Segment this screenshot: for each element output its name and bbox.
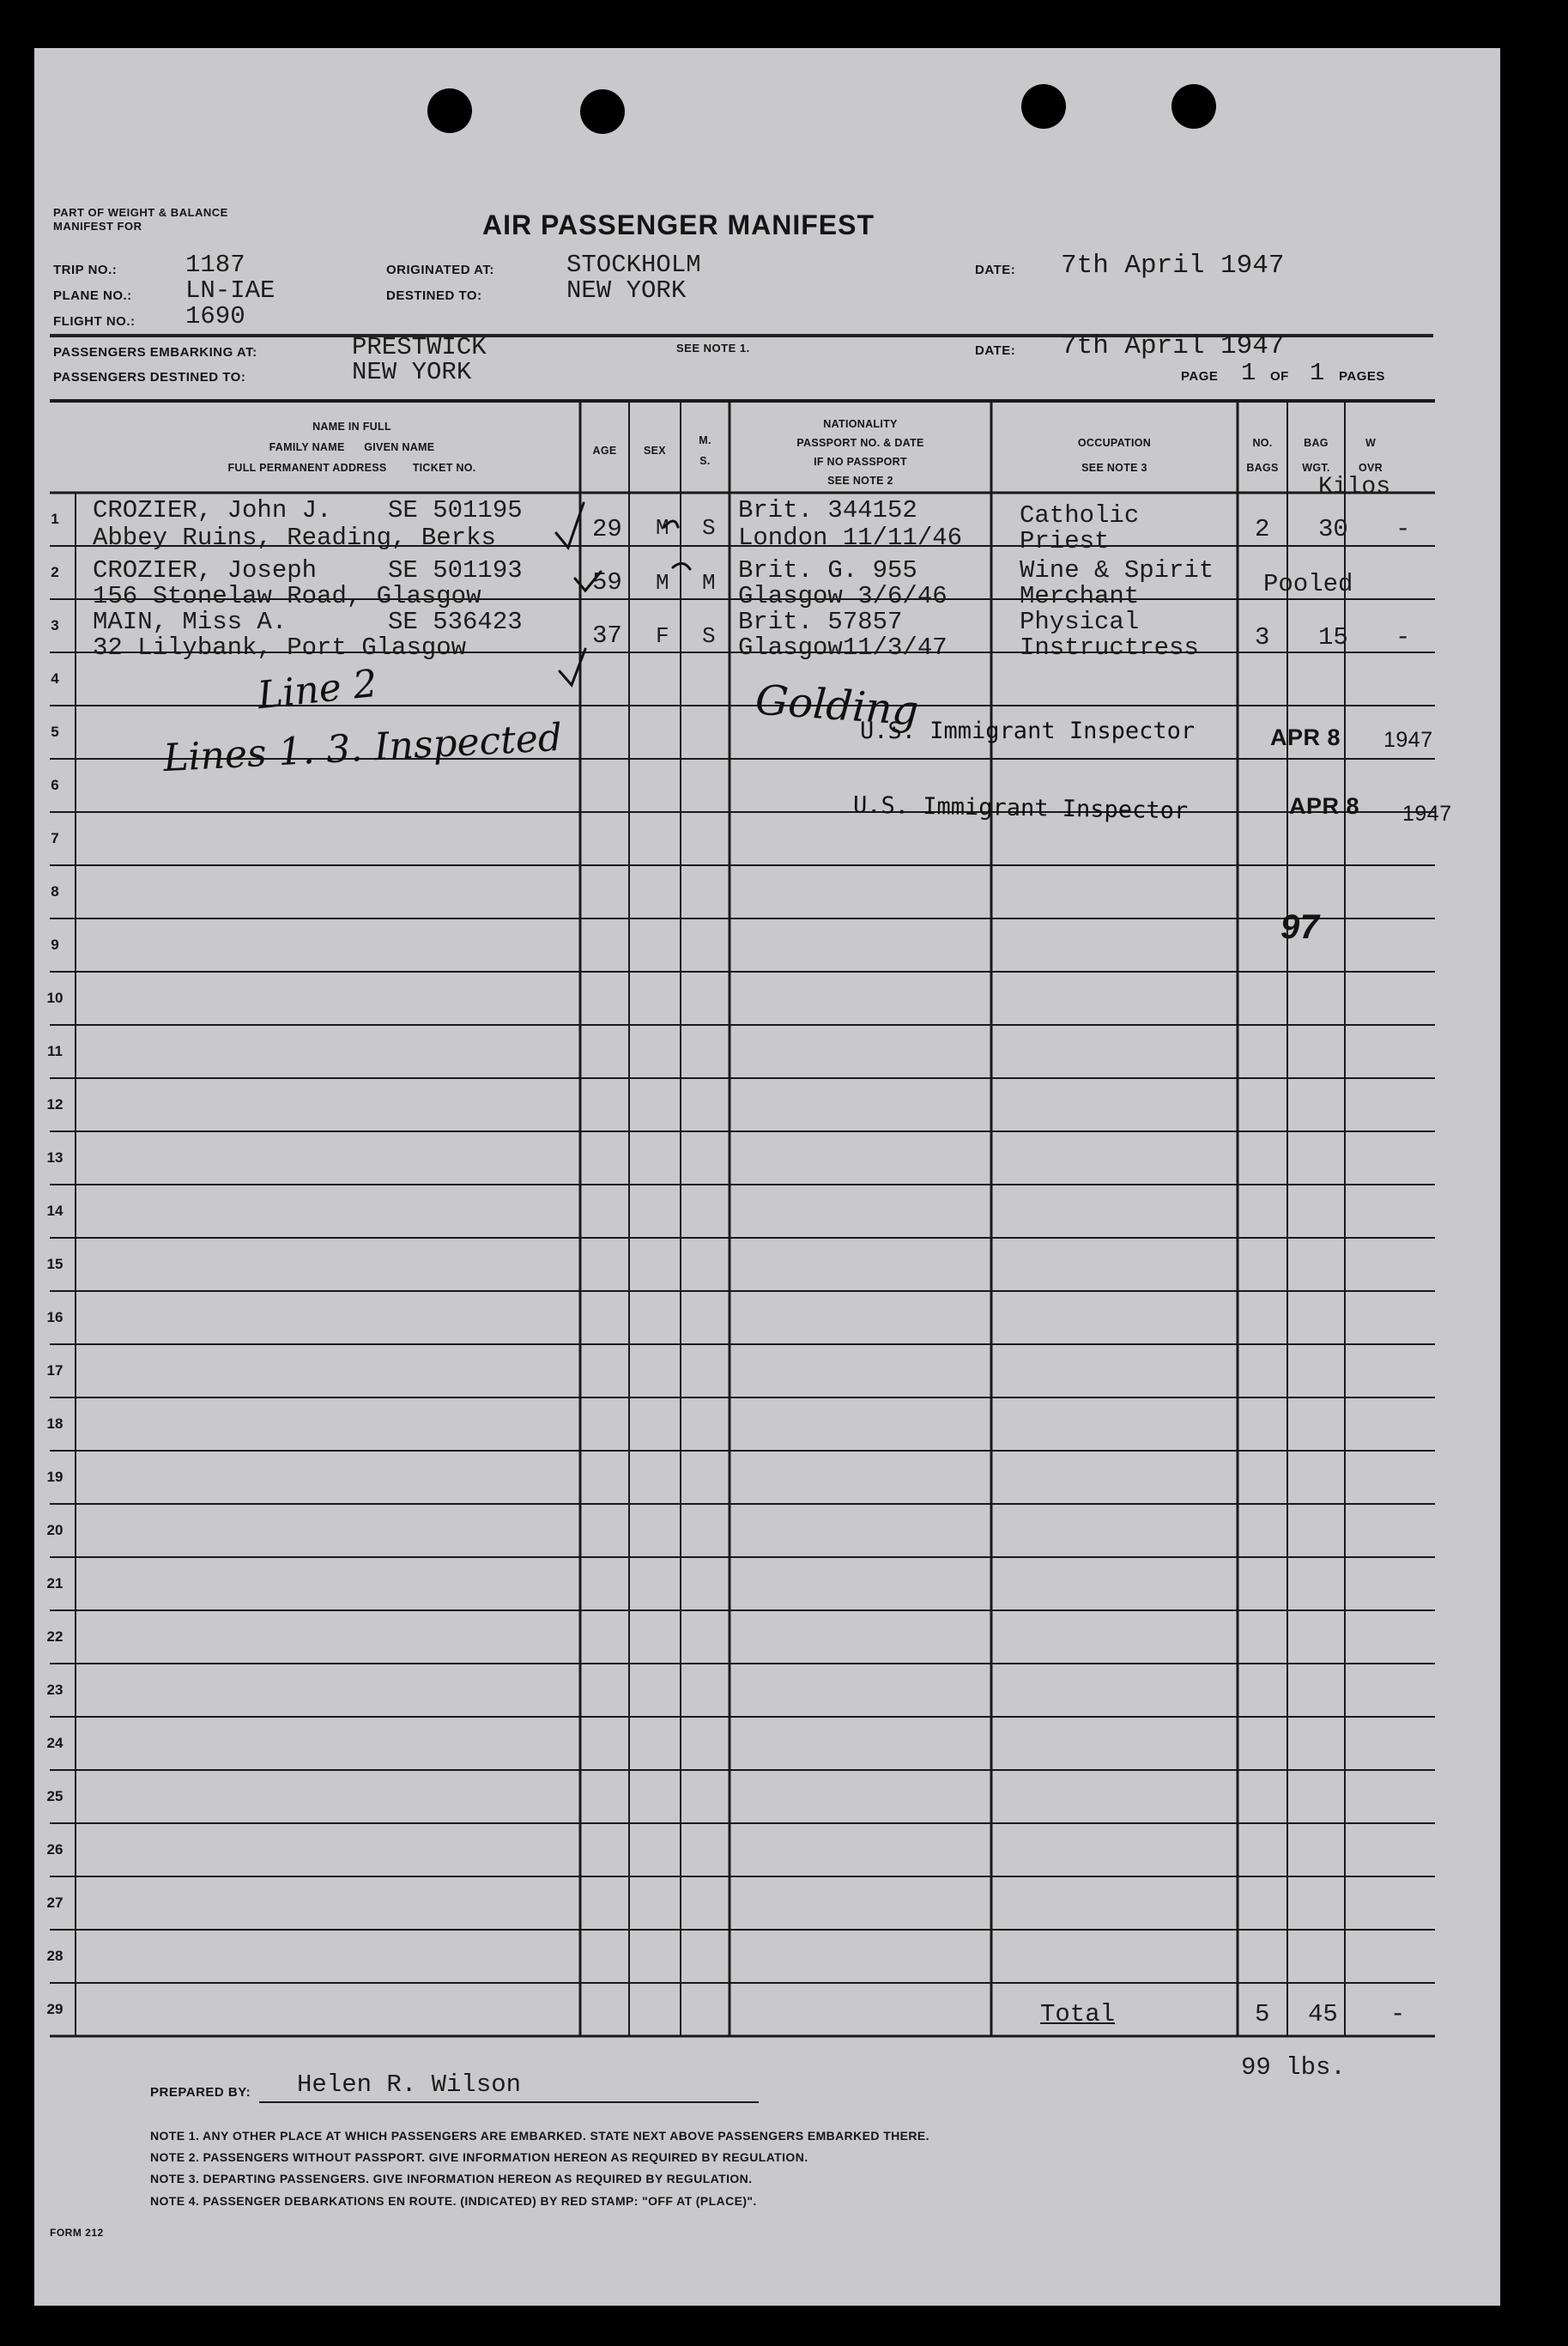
- col-overweight-heading: [1345, 431, 1396, 481]
- col-occ-line1: OCCUPATION: [1077, 437, 1152, 449]
- stamp-date-2-year: 1947: [1402, 802, 1452, 826]
- passenger-ticket: SE 501195: [388, 496, 523, 524]
- embarking-label: PASSENGERS EMBARKING AT:: [53, 345, 257, 360]
- passenger-bags: 2: [1255, 515, 1270, 543]
- table-grid: [34, 48, 1500, 2306]
- passenger-overweight: -: [1395, 623, 1411, 652]
- date-label: DATE:: [975, 263, 1016, 277]
- col-nat-line4: SEE NOTE 2: [827, 474, 893, 487]
- row-number: 1: [51, 511, 59, 527]
- trip-label: TRIP NO.:: [53, 263, 118, 277]
- passenger-address: 32 Lilybank, Port Glasgow: [93, 633, 467, 662]
- passenger-nationality: Brit. 57857: [738, 608, 903, 636]
- col-bags-line2: BAGS: [1246, 461, 1279, 474]
- inspector-stamp-1: U.S. Immigrant Inspector: [860, 718, 1196, 744]
- col-ms-heading: [681, 431, 730, 472]
- page-label: PAGE: [1181, 369, 1219, 384]
- date2-value: 7th April 1947: [1061, 331, 1285, 361]
- col-ovr-line2: OVR: [1359, 461, 1383, 474]
- row-number: 24: [46, 1735, 64, 1751]
- col-name-heading: [154, 417, 549, 478]
- stamp-date-2-month: APR 8: [1289, 793, 1360, 819]
- passenger-occupation-2: Priest: [1020, 527, 1110, 555]
- row-number: 10: [46, 990, 64, 1006]
- row-number: 11: [47, 1043, 63, 1059]
- col-bags-line1: NO.: [1252, 437, 1273, 449]
- passenger-weight: Pooled: [1263, 570, 1353, 598]
- passenger-address: 156 Stonelaw Road, Glasgow: [93, 582, 481, 610]
- row-number: 9: [51, 937, 59, 953]
- col-nationality-heading: [730, 415, 991, 491]
- row-number: 8: [51, 883, 59, 900]
- passenger-nationality: Brit. 344152: [738, 496, 917, 524]
- originated-value: STOCKHOLM: [566, 251, 701, 279]
- handwritten-inspected-note: Lines 1. 3. Inspected: [161, 715, 564, 781]
- row-number: 15: [46, 1256, 64, 1272]
- destined-value: NEW YORK: [566, 276, 687, 305]
- passenger-ms: S: [702, 515, 716, 541]
- passenger-sex: F: [656, 623, 669, 649]
- part-of-label: PART OF WEIGHT & BALANCE: [53, 206, 228, 219]
- row-number: 12: [46, 1096, 64, 1112]
- col-sex-heading: SEX: [644, 445, 666, 457]
- row-number: 26: [46, 1841, 64, 1858]
- stamped-count: 97: [1280, 908, 1320, 946]
- row-number: 16: [46, 1309, 64, 1325]
- passenger-overweight: -: [1395, 515, 1411, 543]
- col-ovr-line1: W: [1365, 437, 1377, 449]
- row-number: 6: [51, 777, 59, 793]
- manifest-for-label: MANIFEST FOR: [53, 220, 142, 233]
- col-nat-line3: IF NO PASSPORT: [814, 455, 907, 468]
- prepared-by-name: Helen R. Wilson: [297, 2070, 522, 2099]
- total-overweight: -: [1390, 2000, 1406, 2028]
- see-note-label: SEE NOTE 1.: [676, 342, 750, 355]
- note-1: NOTE 1. ANY OTHER PLACE AT WHICH PASSENGERS ARE EMBARKED. STATE NEXT ABOVE PASSENGERS EMBARKED THERE.: [150, 2129, 929, 2143]
- passenger-occupation: Catholic: [1020, 501, 1140, 530]
- passenger-age: 37: [592, 621, 622, 650]
- row-number: 20: [46, 1522, 64, 1538]
- row-number: 23: [46, 1682, 64, 1698]
- manifest-sheet: [34, 48, 1500, 2306]
- row-number: 18: [46, 1415, 64, 1432]
- passenger-address: Abbey Ruins, Reading, Berks: [93, 524, 496, 552]
- inspector-stamp-2: U.S. Immigrant Inspector: [852, 791, 1189, 825]
- row-number: 21: [46, 1575, 64, 1591]
- col-weight-heading: [1287, 431, 1345, 481]
- passenger-weight: 15: [1318, 623, 1348, 652]
- col-occ-line2: SEE NOTE 3: [1081, 461, 1147, 474]
- passenger-sex: M: [656, 515, 669, 541]
- col-age-heading: AGE: [592, 445, 617, 457]
- note-3: NOTE 3. DEPARTING PASSENGERS. GIVE INFORMATION HEREON AS REQUIRED BY REGULATION.: [150, 2172, 753, 2185]
- stamp-date-1-month: APR 8: [1270, 724, 1341, 750]
- passenger-name: CROZIER, John J.: [93, 496, 332, 524]
- note-4: NOTE 4. PASSENGER DEBARKATIONS EN ROUTE. (INDICATED) BY RED STAMP: "OFF AT (PLACE)".: [150, 2194, 757, 2208]
- passenger-ms: M: [702, 570, 716, 596]
- pax-destined-label: PASSENGERS DESTINED TO:: [53, 370, 246, 385]
- col-bags-heading: [1238, 431, 1287, 481]
- col-nat-line1: NATIONALITY: [823, 418, 898, 430]
- date-value: 7th April 1947: [1061, 251, 1285, 281]
- plane-no: LN-IAE: [185, 276, 275, 305]
- prepared-by-label: PREPARED BY:: [150, 2085, 251, 2100]
- col-name-line1: NAME IN FULL: [312, 421, 391, 433]
- passenger-ticket: SE 501193: [388, 556, 523, 585]
- passenger-age: 29: [592, 515, 622, 543]
- passenger-passport-date: Glasgow11/3/47: [738, 633, 947, 662]
- row-number: 7: [51, 830, 59, 846]
- stamp-date-1-year: 1947: [1383, 728, 1433, 752]
- row-number: 29: [46, 2001, 64, 2017]
- col-occupation-heading: [991, 431, 1238, 481]
- passenger-passport-date: London 11/11/46: [738, 524, 963, 552]
- passenger-ticket: SE 536423: [388, 608, 523, 636]
- page-title: AIR PASSENGER MANIFEST: [482, 209, 875, 240]
- signature-line: [259, 2101, 759, 2103]
- passenger-name: CROZIER, Joseph: [93, 556, 318, 585]
- col-name-line3: FULL PERMANENT ADDRESS TICKET NO.: [227, 461, 476, 474]
- col-nat-line2: PASSPORT NO. & DATE: [796, 436, 924, 449]
- trip-no: 1187: [185, 251, 245, 279]
- passenger-name: MAIN, Miss A.: [93, 608, 288, 636]
- passenger-occupation-2: Merchant: [1020, 582, 1140, 610]
- total-lbs: 99 lbs.: [1241, 2053, 1346, 2082]
- row-number: 2: [51, 564, 59, 580]
- row-number: 28: [46, 1948, 64, 1964]
- passenger-nationality: Brit. G. 955: [738, 556, 917, 585]
- passenger-occupation: Wine & Spirit: [1020, 556, 1214, 585]
- col-ms-line1: M.: [699, 434, 711, 446]
- page-no: 1: [1241, 359, 1256, 387]
- row-number: 5: [51, 724, 59, 740]
- note-2: NOTE 2. PASSENGERS WITHOUT PASSPORT. GIVE INFORMATION HEREON AS REQUIRED BY REGULATION.: [150, 2150, 808, 2164]
- destined-label: DESTINED TO:: [386, 288, 482, 303]
- originated-label: ORIGINATED AT:: [386, 263, 494, 277]
- row-number: 27: [46, 1894, 64, 1911]
- passenger-sex: M: [656, 570, 669, 596]
- passenger-ms: S: [702, 623, 716, 649]
- pages-label: PAGES: [1339, 369, 1385, 384]
- plane-label: PLANE NO.:: [53, 288, 132, 303]
- col-ms-line2: S.: [699, 454, 711, 467]
- row-number: 19: [46, 1469, 64, 1485]
- page-total: 1: [1310, 359, 1325, 387]
- row-number: 13: [46, 1149, 64, 1166]
- pax-destined-value: NEW YORK: [352, 358, 472, 386]
- row-number: 25: [46, 1788, 64, 1804]
- total-label: Total: [1040, 2000, 1116, 2028]
- total-weight: 45: [1308, 2000, 1338, 2028]
- row-number: 3: [51, 617, 59, 633]
- of-label: OF: [1270, 369, 1289, 384]
- passenger-bags: 3: [1255, 623, 1270, 652]
- passenger-age: 59: [592, 568, 622, 597]
- kilos-label: Kilos: [1318, 474, 1391, 500]
- col-name-line2: FAMILY NAME GIVEN NAME: [269, 440, 435, 453]
- inspector-signature: Golding: [754, 676, 921, 736]
- handwritten-line-note: Line 2: [255, 661, 379, 718]
- passenger-weight: 30: [1318, 515, 1348, 543]
- passenger-occupation-2: Instructress: [1020, 633, 1199, 662]
- flight-no: 1690: [185, 302, 245, 330]
- flight-label: FLIGHT NO.:: [53, 314, 136, 329]
- passenger-occupation: Physical: [1020, 608, 1140, 636]
- col-wgt-line1: BAG: [1304, 437, 1329, 449]
- row-number: 4: [51, 670, 59, 687]
- embarking-value: PRESTWICK: [352, 333, 487, 361]
- date2-label: DATE:: [975, 343, 1016, 358]
- passenger-passport-date: Glasgow 3/6/46: [738, 582, 947, 610]
- row-number: 22: [46, 1628, 64, 1645]
- col-wgt-line2: WGT.: [1302, 461, 1330, 474]
- row-number: 17: [46, 1362, 64, 1379]
- total-bags: 5: [1255, 2000, 1270, 2028]
- form-number: FORM 212: [50, 2227, 104, 2239]
- row-number: 14: [46, 1203, 64, 1219]
